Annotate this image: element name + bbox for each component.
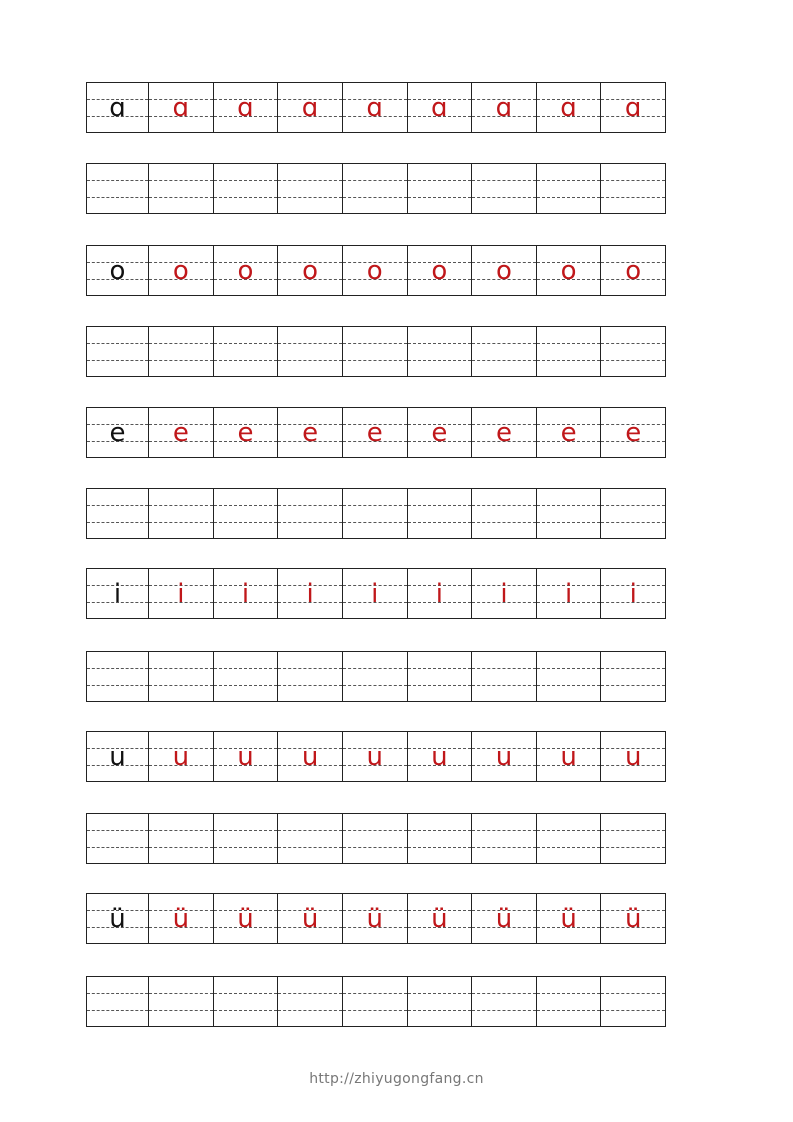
practice-cell [87,327,148,376]
practice-cell [536,977,601,1026]
trace-letter: ɑ [495,93,513,123]
trace-letter: i [629,579,637,609]
trace-cell [277,246,342,295]
trace-cell [600,246,665,295]
trace-letter: ü [237,904,254,934]
practice-cell [342,327,407,376]
practice-cell [87,652,148,701]
trace-cell [148,246,213,295]
practice-cell [600,814,665,863]
practice-cell [536,652,601,701]
trace-cell [600,408,665,457]
practice-cell [407,814,472,863]
practice-cell [342,977,407,1026]
trace-cell [600,569,665,618]
practice-cell [277,814,342,863]
practice-cell [87,977,148,1026]
practice-cell [213,489,278,538]
trace-letter: u [366,742,383,772]
practice-cell [407,977,472,1026]
practice-row-a [86,163,666,214]
trace-letter: i [500,579,508,609]
trace-letter: u [237,742,254,772]
trace-cell [471,246,536,295]
practice-row-e [86,488,666,539]
trace-letter: u [431,742,448,772]
practice-row-o [86,326,666,377]
trace-cell [277,732,342,781]
practice-cell [148,489,213,538]
model-letter: i [113,579,122,609]
practice-row-i [86,651,666,702]
trace-letter: ɑ [431,93,448,123]
trace-cell [407,246,472,295]
practice-cell [407,489,472,538]
trace-cell [213,569,278,618]
trace-cell [407,732,472,781]
trace-cell [471,569,536,618]
trace-letter: i [564,579,573,609]
practice-cell [600,327,665,376]
letter-row-a [86,82,666,133]
trace-cell [342,732,407,781]
trace-cell [213,408,278,457]
practice-cell [407,327,472,376]
trace-letter: i [435,579,443,609]
practice-cell [600,977,665,1026]
practice-cell [277,489,342,538]
letter-row-v [86,893,666,944]
trace-letter: e [302,418,319,448]
trace-cell [536,732,601,781]
model-letter: ɑ [109,93,126,123]
practice-cell [342,164,407,213]
trace-letter: ü [301,904,319,934]
practice-cell [536,489,601,538]
trace-letter: o [366,256,383,286]
trace-letter: o [625,256,642,286]
practice-cell [407,164,472,213]
trace-letter: i [241,579,250,609]
trace-cell [213,246,278,295]
letter-row-u [86,731,666,782]
model-letter: ü [109,904,126,934]
trace-cell [407,408,472,457]
footer-url: http://zhiyugongfang.cn [309,1071,484,1087]
trace-letter: ɑ [560,93,577,123]
practice-cell [471,652,536,701]
trace-cell [536,246,601,295]
model-cell [87,894,148,943]
trace-letter: e [495,418,512,448]
trace-letter: i [177,579,185,609]
practice-row-u [86,813,666,864]
trace-cell [471,894,536,943]
practice-cell [213,977,278,1026]
practice-cell [600,489,665,538]
trace-cell [407,569,472,618]
trace-letter: u [301,742,319,772]
practice-cell [536,814,601,863]
trace-cell [407,894,472,943]
trace-letter: ɑ [237,93,254,123]
trace-cell [148,732,213,781]
trace-letter: ü [172,904,190,934]
trace-letter: o [172,256,189,286]
trace-letter: o [302,256,319,286]
practice-cell [471,977,536,1026]
trace-letter: o [237,256,254,286]
practice-cell [148,977,213,1026]
trace-letter: ü [560,904,577,934]
practice-cell [342,814,407,863]
trace-cell [536,408,601,457]
trace-cell [213,732,278,781]
trace-letter: e [366,418,383,448]
practice-row-v [86,976,666,1027]
trace-cell [342,569,407,618]
trace-cell [213,894,278,943]
trace-cell [471,83,536,132]
model-cell [87,408,148,457]
trace-letter: e [172,418,189,448]
trace-cell [342,246,407,295]
practice-cell [277,977,342,1026]
trace-cell [407,83,472,132]
trace-letter: e [237,418,254,448]
trace-letter: o [495,256,512,286]
trace-cell [277,894,342,943]
practice-cell [600,652,665,701]
trace-letter: ɑ [366,93,383,123]
trace-cell [536,569,601,618]
trace-cell [148,83,213,132]
trace-letter: o [560,256,577,286]
trace-letter: ɑ [301,93,319,123]
practice-cell [342,652,407,701]
practice-cell [148,814,213,863]
practice-cell [87,489,148,538]
trace-cell [471,408,536,457]
trace-letter: ü [495,904,513,934]
trace-letter: ü [624,904,642,934]
letter-row-e [86,407,666,458]
trace-letter: u [495,742,513,772]
trace-letter: ɑ [172,93,190,123]
practice-cell [213,164,278,213]
trace-cell [536,83,601,132]
practice-cell [87,814,148,863]
practice-cell [407,652,472,701]
trace-cell [148,569,213,618]
practice-cell [148,164,213,213]
trace-cell [600,83,665,132]
trace-cell [471,732,536,781]
trace-cell [277,83,342,132]
trace-cell [148,408,213,457]
practice-cell [213,814,278,863]
trace-cell [277,569,342,618]
trace-cell [277,408,342,457]
model-cell [87,732,148,781]
trace-letter: i [371,579,379,609]
practice-cell [148,327,213,376]
trace-cell [536,894,601,943]
trace-letter: e [431,418,448,448]
letter-row-i [86,568,666,619]
trace-letter: i [306,579,314,609]
trace-cell [342,894,407,943]
trace-letter: u [172,742,190,772]
practice-cell [148,652,213,701]
practice-cell [342,489,407,538]
trace-letter: e [625,418,642,448]
trace-letter: ɑ [624,93,642,123]
trace-cell [600,894,665,943]
trace-cell [148,894,213,943]
practice-cell [600,164,665,213]
letter-row-o [86,245,666,296]
model-cell [87,246,148,295]
practice-cell [87,164,148,213]
trace-cell [342,408,407,457]
model-letter: e [109,418,126,448]
practice-cell [213,327,278,376]
trace-cell [213,83,278,132]
trace-letter: o [431,256,448,286]
model-letter: u [109,742,126,772]
trace-letter: e [560,418,577,448]
practice-cell [213,652,278,701]
model-cell [87,83,148,132]
trace-letter: u [624,742,642,772]
practice-cell [277,327,342,376]
practice-cell [277,652,342,701]
practice-cell [277,164,342,213]
practice-cell [471,489,536,538]
trace-letter: u [560,742,577,772]
trace-cell [342,83,407,132]
trace-letter: ü [366,904,383,934]
trace-letter: ü [431,904,448,934]
model-cell [87,569,148,618]
practice-cell [471,327,536,376]
practice-cell [536,327,601,376]
trace-cell [600,732,665,781]
model-letter: o [109,256,126,286]
practice-cell [471,164,536,213]
practice-cell [471,814,536,863]
practice-cell [536,164,601,213]
